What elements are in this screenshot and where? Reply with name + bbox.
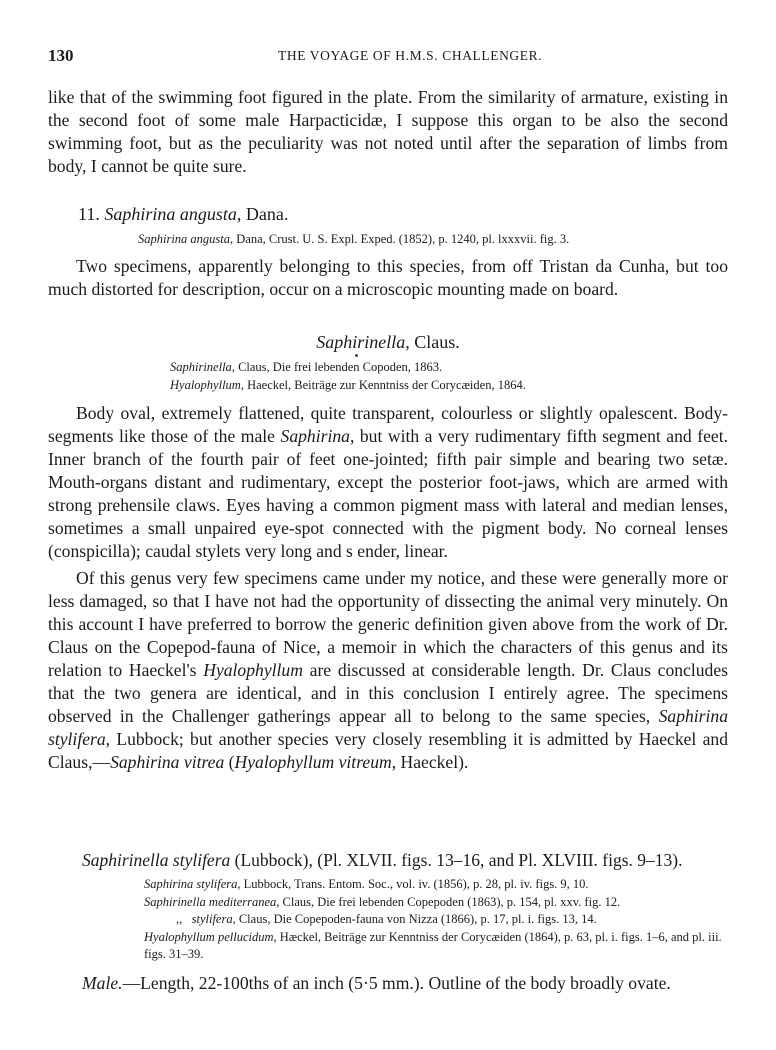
species-11-author: , Dana.	[236, 204, 289, 224]
species-11-name: Saphirina angusta	[104, 204, 237, 224]
synonymy-entry: Saphirinella mediterranea, Claus, Die frei lebenden Copepoden (1863), p. 154, pl. xxv. fig. 12.	[144, 894, 621, 909]
ref-name: Saphirina angusta	[138, 232, 231, 246]
ref-text: , Claus, Die frei lebenden Copoden, 1863.	[231, 360, 443, 374]
page-number: 130	[48, 46, 74, 65]
genus-reference	[48, 359, 728, 377]
genus-discussion-paragraph: Of this genus very few specimens came under my notice, and these were generally more or less damaged, so that I have not had the opportunity of dissecting the animal very minutely. On this account I have preferred to borrow the generic definition given above from the work of Dr. Claus on the Copepod-fauna of Nice, a memoir in which the characters of this genus and its relation to Haeckel's Hyalophyllum are discussed at considerable length. Dr. Claus concludes that the two genera are identical, and in this conclusion I entirely agree. The specimens observed in the Challenger gatherings appear all to belong to the same species, Saphirina stylifera, Lubbock; but another species very closely resembling it is admitted by Haeckel and Claus,—Saphirina vitrea (Hyalophyllum vitreum, Haeckel).	[48, 568, 728, 772]
genus-reference	[48, 377, 728, 395]
genus-heading	[48, 330, 728, 354]
genus-author: , Claus.	[405, 332, 460, 352]
synonymy-entry: ,, stylifera, Claus, Die Copepoden-fauna von Nizza (1866), p. 17, pl. i. figs. 13, 14.	[176, 912, 597, 926]
species-11-section	[48, 202, 728, 301]
ref-text: , Dana, Crust. U. S. Expl. Exped. (1852), p. 1240, pl. lxxxvii. fig. 3.	[230, 232, 570, 246]
genus-description-paragraph: Body oval, extremely flattened, quite transparent, colourless or slightly opalescent. Body-segments like those of the male Saphirina, but with a very rudimentary fifth segment and feet. Inner branch of the fourth pair of feet one-jointed; fifth pair simple and bearing two setæ. Mouth-organs distant and rudimentary, except the posterior foot-jaws, which are armed with strong prehensile claws. Eyes having a common pigment mass with lateral and median lenses, sometimes a small unpaired eye-spot connected with the pigment body. No corneal lenses (conspicilla); caudal stylets very long and s ender, linear.	[48, 403, 729, 561]
genus-name: Saphirinella	[316, 332, 406, 352]
species-11-reference	[48, 231, 728, 249]
running-head: THE VOYAGE OF H.M.S. CHALLENGER.	[278, 48, 543, 63]
species-stylifera-section	[48, 848, 728, 995]
species-11-heading	[48, 202, 728, 226]
species-stylifera-name: Saphirinella stylifera	[82, 850, 231, 870]
genus-section	[48, 330, 728, 774]
synonymy-entry: Hyalophyllum pellucidum, Hæckel, Beiträge zur Kenntniss der Corycæiden (1864), p. 63, pl. i. figs. 1–6, and pl. iii. figs. 31–39.	[144, 929, 722, 961]
male-description: Male.—Length, 22-100ths of an inch (5·5 mm.). Outline of the body broadly ovate.	[82, 972, 671, 993]
page-header	[48, 46, 728, 68]
species-11-description: Two specimens, apparently belonging to this species, from off Tristan da Cunha, but too much distorted for description, occur on a microscopic mounting made on board.	[48, 255, 728, 299]
ref-name: Saphirinella	[170, 360, 232, 374]
ref-text: , Haeckel, Beiträge zur Kenntniss der Corycæiden, 1864.	[240, 377, 526, 392]
species-11-number: 11.	[78, 204, 100, 224]
intro-paragraph: like that of the swimming foot figured in the plate. From the similarity of armature, existing in the second foot of some male Harpacticidæ, I suppose this organ to be also the second swimming foot, but as the peculiarity was not noted until after the separation of limbs from body, I cannot be quite sure.	[48, 87, 728, 176]
intro-section	[48, 86, 728, 178]
ref-name: Hyalophyllum	[170, 377, 241, 392]
species-stylifera-heading: Saphirinella stylifera (Lubbock), (Pl. XLVII. figs. 13–16, and Pl. XLVIII. figs. 9–13).	[82, 850, 683, 870]
synonymy-list	[48, 876, 728, 964]
synonymy-entry: Saphirina stylifera, Lubbock, Trans. Entom. Soc., vol. iv. (1856), p. 28, pl. iv. figs. 9, 10.	[144, 877, 589, 891]
